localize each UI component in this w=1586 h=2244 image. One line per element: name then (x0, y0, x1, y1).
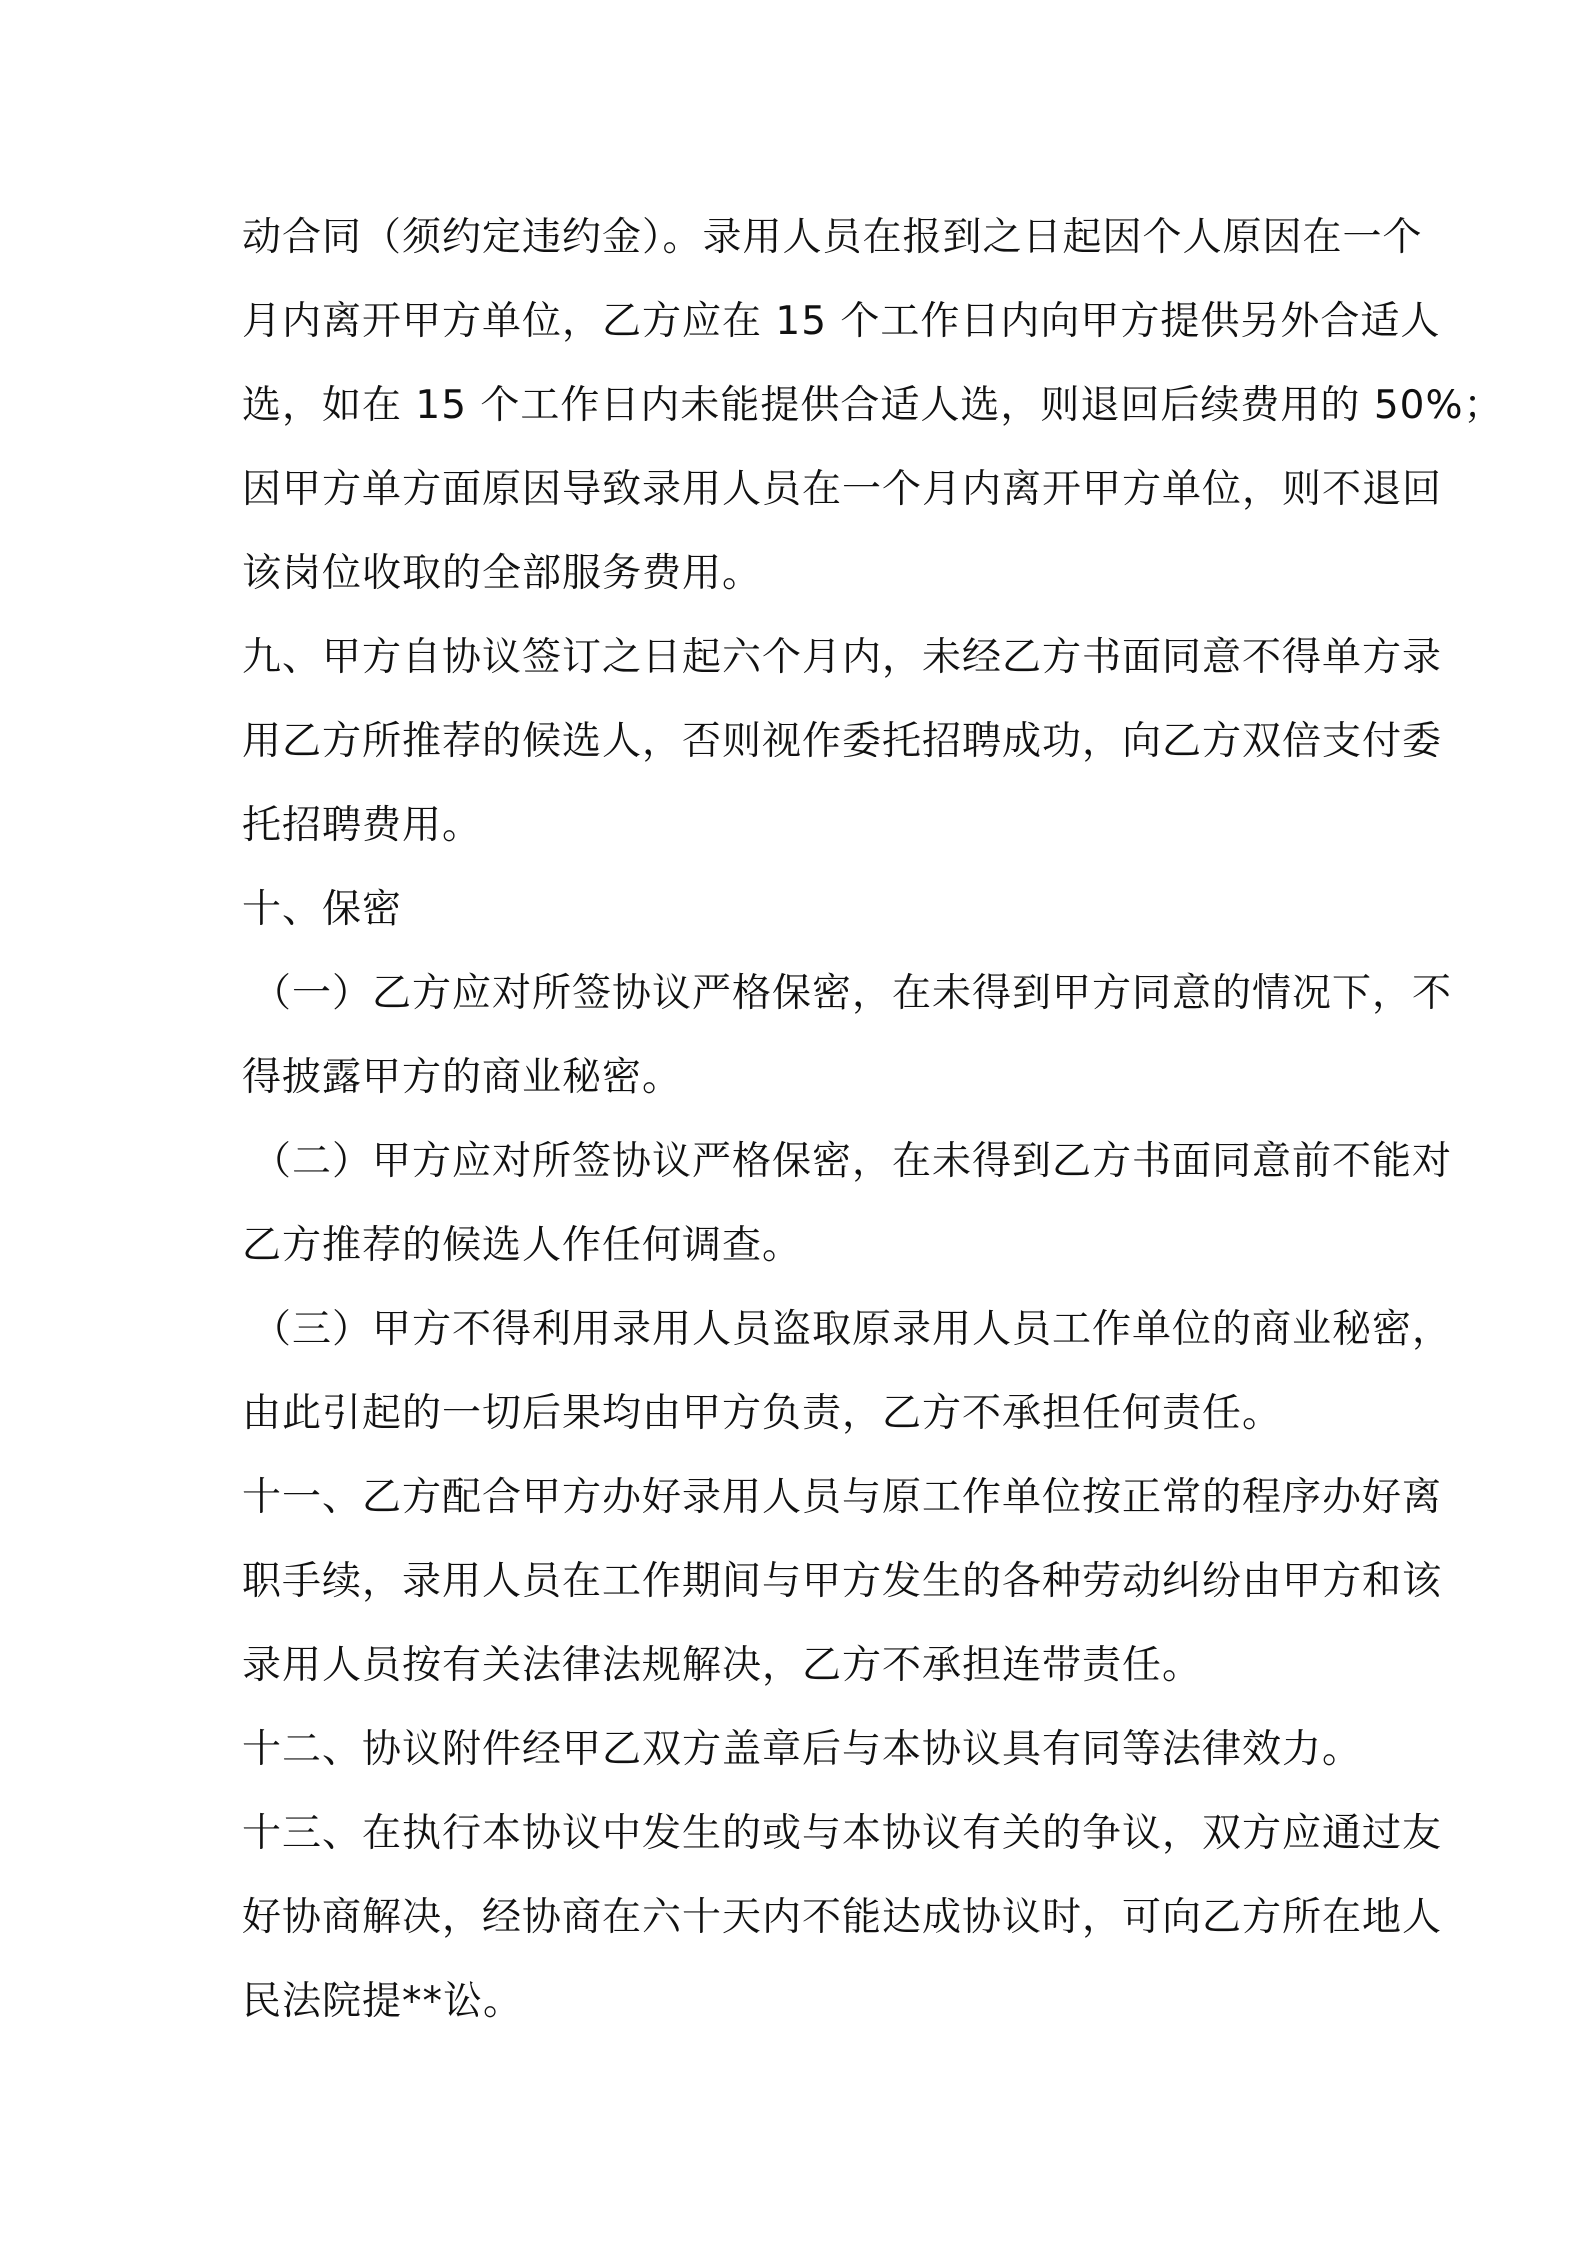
clause-13-line-2: 好协商解决，经协商在六十天内不能达成协议时，可向乙方所在地人 (242, 1895, 1443, 1940)
text-line-1: 动合同（须约定违约金）。录用人员在报到之日起因个人原因在一个 (242, 215, 1423, 260)
clause-12-line-1: 十二、协议附件经甲乙双方盖章后与本协议具有同等法律效力。 (242, 1727, 1363, 1772)
text-line-3: 选，如在 15 个工作日内未能提供合适人选，则退回后续费用的 50%； (242, 383, 1504, 428)
clause-10-3-line-1: （三）甲方不得利用录用人员盗取原录用人员工作单位的商业秘密， (252, 1307, 1453, 1352)
clause-11-line-2: 职手续，录用人员在工作期间与甲方发生的各种劳动纠纷由甲方和该 (242, 1559, 1443, 1604)
clause-10-1-line-1: （一）乙方应对所签协议严格保密，在未得到甲方同意的情况下，不 (252, 971, 1453, 1016)
clause-9-line-3: 托招聘费用。 (242, 803, 483, 848)
clause-10-2-line-2: 乙方推荐的候选人作任何调查。 (242, 1223, 803, 1268)
clause-13-line-1: 十三、在执行本协议中发生的或与本协议有关的争议，双方应通过友 (242, 1811, 1443, 1856)
clause-10-2-line-1: （二）甲方应对所签协议严格保密，在未得到乙方书面同意前不能对 (252, 1139, 1453, 1184)
clause-13-line-3: 民法院提**讼。 (242, 1979, 524, 2024)
clause-9-line-1: 九、甲方自协议签订之日起六个月内，未经乙方书面同意不得单方录 (242, 635, 1443, 680)
document-body (242, 196, 1504, 2044)
text-line-5: 该岗位收取的全部服务费用。 (242, 551, 763, 596)
clause-11-line-1: 十一、乙方配合甲方办好录用人员与原工作单位按正常的程序办好离 (242, 1475, 1443, 1520)
clause-9-line-2: 用乙方所推荐的候选人，否则视作委托招聘成功，向乙方双倍支付委 (242, 719, 1443, 764)
text-line-4: 因甲方单方面原因导致录用人员在一个月内离开甲方单位，则不退回 (242, 467, 1443, 512)
text-line-2: 月内离开甲方单位，乙方应在 15 个工作日内向甲方提供另外合适人 (242, 299, 1441, 344)
clause-11-line-3: 录用人员按有关法律法规解决，乙方不承担连带责任。 (242, 1643, 1203, 1688)
clause-10-3-line-2: 由此引起的一切后果均由甲方负责，乙方不承担任何责任。 (242, 1391, 1283, 1436)
clause-10-heading: 十、保密 (242, 887, 403, 932)
clause-10-1-line-2: 得披露甲方的商业秘密。 (242, 1055, 683, 1100)
